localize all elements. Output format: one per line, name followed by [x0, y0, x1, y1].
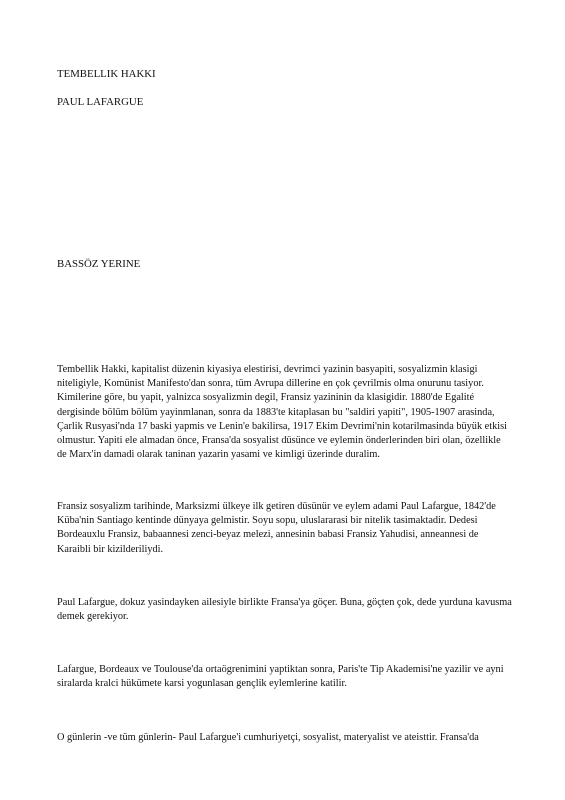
paragraph-4: Lafargue, Bordeaux ve Toulouse'da ortaögrenimini yaptiktan sonra, Paris'te Tip Akademisi'ne yazilir ve ayni siralarda kralci hükümete karsi yogunlasan gençlik eylemlerine katilir.	[57, 664, 504, 690]
section-heading: BASSÖZ YERINE	[57, 258, 141, 270]
paragraph-1: Tembellik Hakki, kapitalist düzenin kiyasiya elestirisi, devrimci yazinin basyapiti, sosyalizmin klasigi niteligiyle, Komünist Manifesto'dan sonra, tüm Avrupa dillerine en çok çevrilmis olma onurunu tasiyor. Kimilerine göre, bu yapit, yalnizca sosyalizmin degil, Fransiz yazininin da klasigidir. 1880'de Egalité dergisinde bölüm bölüm yayinmlanan, sonra da 1883'te kitaplasan bu "saldiri yapiti", 1905-1907 arasinda, Çarlik Rusyasi'nda 17 baski yapmis ve Lenin'e bakilirsa, 1917 Ekim Devrimi'nin kotarilmasinda büyük etkisi olmustur. Yapiti ele almadan önce, Fransa'da sosyalist düsünce ve eylemin önderlerinden biri olan, özellikle de Marx'in damadi olarak taninan yazarin yasami ve kimligi üzerinde duralim.	[57, 364, 507, 461]
author-name: PAUL LAFARGUE	[57, 96, 144, 108]
paragraph-3: Paul Lafargue, dokuz yasindayken ailesiyle birlikte Fransa'ya göçer. Buna, göçten çok, dede yurduna kavusma demek gerekiyor.	[57, 597, 512, 623]
paragraph-5: O günlerin -ve tüm günlerin- Paul Lafargue'i cumhuriyetçi, sosyalist, materyalist ve ateisttir. Fransa'da	[57, 732, 479, 743]
document-title: TEMBELLIK HAKKI	[57, 68, 156, 80]
paragraph-2: Fransiz sosyalizm tarihinde, Marksizmi ülkeye ilk getiren düsünür ve eylem adami Paul Lafargue, 1842'de Küba'nin Santiago kentinde dünyaya gelmistir. Soyu sopu, uluslararasi bir nitelik tasimaktadir. Dedesi Bordeauxlu Fransiz, babaannesi zenci-beyaz melezi, annesinin babasi Fransiz Yahudisi, anneannesi de Karaibli bir kizilderiliydi.	[57, 501, 496, 555]
